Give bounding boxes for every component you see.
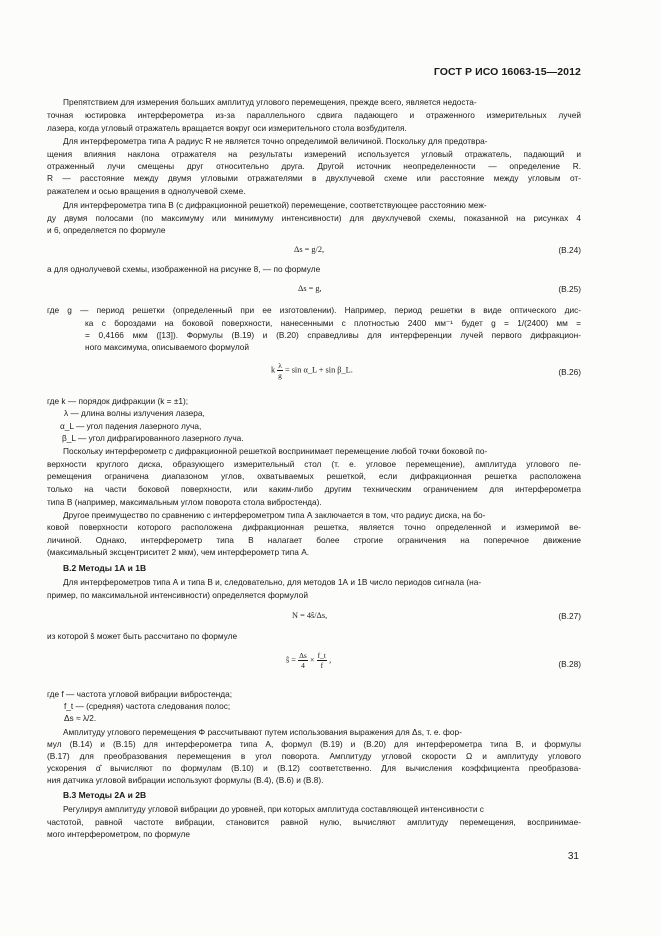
numerator: f_t [317,651,326,660]
text-line: Другое преимущество по сравнению с интерферометром типа А заключается в том, что радиус диска, на бо- [63,510,486,520]
formula-number: (В.28) [558,659,581,669]
section-heading: В.3 Методы 2А и 2В [63,790,147,800]
numerator: λ [278,361,282,370]
text-line: точная юстировка интерферометра из-за параллельного сдвига падающего и отраженного измерительных лучей [47,110,581,120]
text-line: лазера, когда угловый отражатель вращается вокруг оси измерительного стола возбудителя. [47,123,407,133]
text-line: а для однолучевой схемы, изображенной на рисунке 8, — по формуле [47,264,321,274]
text-line: Регулируя амплитуду угловой вибрации до уровней, при которых амплитуда составляющей интенсивности с [63,804,484,814]
definition-line: Δs ≈ λ/2. [64,713,97,723]
formula-b28 [286,651,331,670]
text-line: R — расстояние между двумя угловыми отражателями в двухлучевой схеме или расстояние между угловым от- [47,173,581,183]
text-line: из которой ŝ может быть рассчитано по формуле [47,631,238,641]
text-line: ду двумя полосами (по максимуму или минимуму интенсивности) для двухлучевой схемы, показанной на рисунках 4 [47,213,581,223]
text-line: ния датчика угловой вибрации используют формулы (В.4), (В.6) и (В.8). [47,775,324,785]
text-line: ускорения α̂ вычисляют по формулам (В.10) и (В.12) соответственно. Для вычисления коэффициента преобразова- [47,763,581,773]
definition-line: где k — порядок дифракции (k = ±1); [47,396,189,406]
text-line: ковой поверхности которого расположена дифракционная решетка, является точно определенной и измеримой ве- [47,522,581,532]
formula-number: (В.24) [558,245,581,255]
fraction [298,651,308,670]
text-line: (максимальный эксцентриситет 2 мкм), чем интерферометр типа А. [47,547,310,557]
formula-number: (В.27) [558,611,581,621]
definition-line: α_L — угол падения лазерного луча, [60,421,202,431]
text-line: где g — период решетки (определенный при ее изготовлении). Например, период решетки в виде оптического дис- [47,305,581,315]
definition-line: где f — частота угловой вибрации вибростенда; [47,689,233,699]
text-line: Поскольку интерферометр с дифракционной решеткой воспринимает перемещение любой точки боковой по- [63,446,488,456]
section-heading: В.2 Методы 1А и 1В [63,563,147,573]
text-line: частотой, равной частоте вибрации, становится равной нулю, вычисляют амплитуду перемещения, воспринимае- [47,817,581,827]
definition-line: f_t — (средняя) частота следования полос; [64,701,231,711]
text-line: верхности круглого диска, образующего измерительный стол (т. е. угловое перемещение), амплитуда углового пе- [47,459,581,469]
text-line: ка с бороздами на боковой поверхности, нанесенными с плотностью 2400 мм⁻¹ будет g = 1/(2400) мм = [85,318,581,328]
text-line: щения влияния наклона отражателя на результаты измерений используется угловый отражатель, падающий и [47,149,581,159]
formula-lhs: ŝ = [286,655,296,665]
text-line: ражателем и осью вращения в однолучевой схеме. [47,186,246,196]
document-header: ГОСТ Р ИСО 16063-15—2012 [433,66,581,78]
formula-rhs: = sin α_L + sin β_L. [284,365,353,375]
formula-b27: N = 4ŝ/Δs, [292,611,328,620]
text-line: мого интерферометром, по формуле [47,829,190,839]
definition-line: β_L — угол дифрагированного лазерного луча. [62,433,244,443]
denominator: 4 [301,661,305,670]
text-line: ного максимума, описываемого формулой [85,342,250,352]
formula-b24: Δs = g/2, [294,245,325,254]
text-line: личиной. Однако, интерферометр типа В налагает более строгие ограничения на поперечное движение [47,535,581,545]
numerator: Δs [299,651,307,660]
fraction [277,361,283,380]
text-line: Препятствием для измерения больших амплитуд углового перемещения, прежде всего, является недоста- [63,97,477,107]
text-line: только на части боковой поверхности, или каким-либо другим техническим ограничением для интерферометра [47,484,581,494]
text-line: ремещения ограничена диапазоном углов, охватываемых решеткой, если дифракционная решетка расположена [47,471,581,481]
fraction [317,651,327,670]
text-line: и 6, определяется по формуле [47,225,166,235]
formula-number: (В.26) [558,367,581,377]
denominator: g [278,371,282,380]
formula-symbol: k [271,365,276,375]
text-line: = 0,4166 мкм ([13]). Формулы (В.19) и (В.20) справедливы для интерференции лучей первого дифракцион- [85,330,581,340]
formula-number: (В.25) [558,284,581,294]
text-line: (В.17) для преобразования перемещения в угол поворота. Амплитуду угловой скорости Ω и амплитуду углового [47,751,581,761]
formula-b26 [271,361,353,380]
text-line: пример, по максимальной интенсивности) определяется формулой [47,590,308,600]
text-line: типа В (например, максимальным углом поворота стола вибростенда). [47,497,322,507]
text-line: мул (В.14) и (В.15) для интерферометра типа А, формул (В.19) и (В.20) для интерферометра типа В, и формулы [47,739,581,749]
text-line: Для интерферометра типа В (с дифракционной решеткой) перемещение, соответствующее расстоянию меж- [63,200,487,210]
text-line: Для интерферометра типа А радиус R не является точно определимой величиной. Поскольку для предотвра- [63,136,488,146]
formula-end: , [329,655,332,665]
denominator: f [320,661,324,670]
formula-b25: Δs = g, [298,284,322,293]
definition-line: λ — длина волны излучения лазера, [64,408,205,418]
text-line: отраженный лучи смещены друг относительно друга. Другой источник неопределенности — определение R. [47,161,581,171]
text-line: Амплитуду углового перемещения Φ рассчитывают путем использования выражения для Δs, т. е. фор- [63,727,462,737]
text-line: Для интерферометров типа А и типа В и, следовательно, для методов 1А и 1В число периодов сигнала (на- [63,577,482,587]
times-sign: × [309,655,315,665]
page-number: 31 [567,851,579,862]
